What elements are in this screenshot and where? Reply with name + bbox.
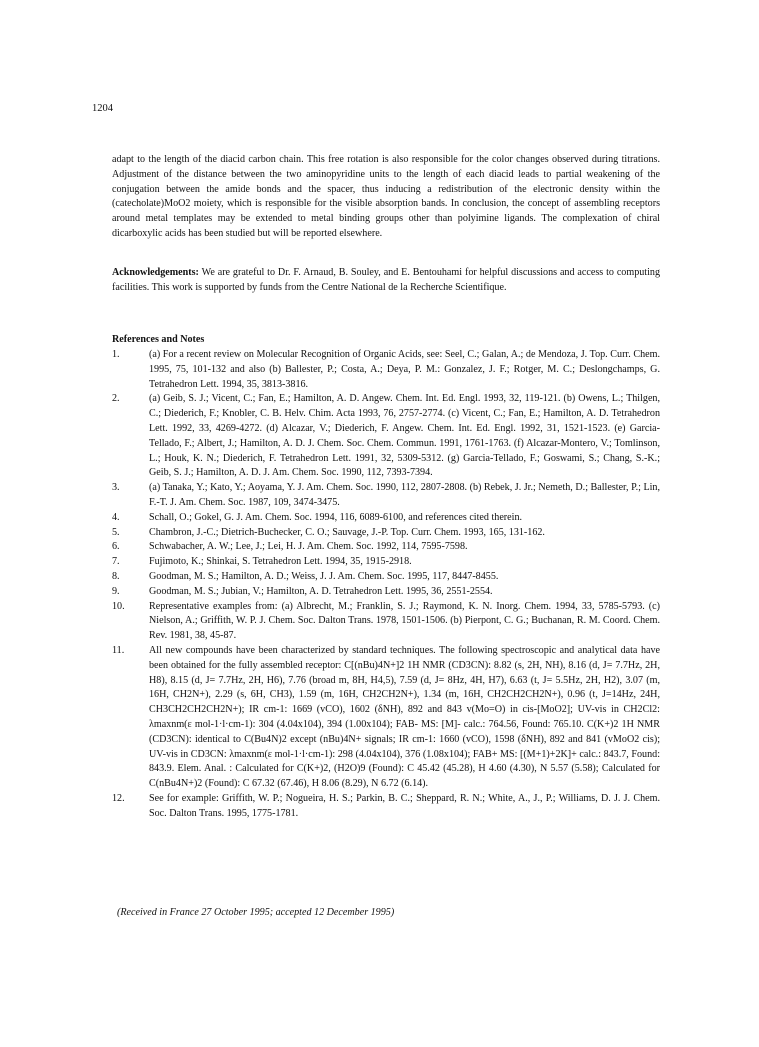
reference-number: 7.	[112, 556, 120, 568]
reference-item	[112, 555, 660, 570]
reference-text: Schall, O.; Gokel, G. J. Am. Chem. Soc. 1994, 116, 6089-6100, and references cited therein.	[149, 511, 523, 523]
reference-text: Representative examples from: (a) Albrecht, M.; Franklin, S. J.; Raymond, K. N. Inorg. Chem. 1994, 33, 5785-5793. (c) Nielson, A.; Griffith, W. P. J. Chem. Soc. Dalton Trans. 1978, 1501-1506. (b) Pierpont, C. G.; Buchanan, R. M. Coord. Chem. Rev. 1981, 38, 45-87.	[149, 600, 660, 642]
reference-text: Chambron, J.-C.; Dietrich-Buchecker, C. O.; Sauvage, J.-P. Top. Curr. Chem. 1993, 165, 131-162.	[149, 526, 545, 538]
reference-text: See for example: Griffith, W. P.; Nogueira, H. S.; Parkin, B. C.; Sheppard, R. N.; White, A., J., P.; Williams, D. J. J. Chem. Soc. Dalton Trans. 1995, 1775-1781.	[149, 792, 660, 819]
reference-item	[112, 481, 660, 511]
reference-text: Fujimoto, K.; Shinkai, S. Tetrahedron Lett. 1994, 35, 1915-2918.	[149, 556, 412, 568]
references-heading: References and Notes	[112, 334, 205, 345]
reference-number: 2.	[112, 393, 120, 405]
acknowledgements-label: Acknowledgements:	[112, 267, 199, 278]
reference-item	[112, 540, 660, 555]
reference-number: 5.	[112, 526, 120, 538]
reference-text: (a) Geib, S. J.; Vicent, C.; Fan, E.; Hamilton, A. D. Angew. Chem. Int. Ed. Engl. 1993, 32, 119-121. (b) Owens, L.; Thilgen, C.; Diederich, F.; Knobler, C. B. Helv. Chim. Acta 1993, 76, 2757-2774. (c) Vicent, C.; Fan, E.; Hamilton, A. D. Tetrahedron Lett. 1992, 33, 4269-4272. (d) Alcazar, V.; Diederich, F. Angew. Chem. Int. Ed. Engl. 1992, 31, 1521-1523. (e) Garcia-Tellado, F.; Albert, J.; Hamilton, A. D. J. Chem. Soc. Chem. Commun. 1991, 1761-1763. (f) Alcazar-Montero, V.; Tomlinson, L.; Houk, K. N.; Diederich, F. Tetrahedron Lett. 1991, 32, 5309-5312. (g) Garcia-Tellado, F.; Goswami, S.; Chang, S.-K.; Geib, S. J.; Hamilton, A. D. J. Am. Chem. Soc. 1990, 112, 7393-7394.	[149, 393, 660, 479]
reference-item	[112, 600, 660, 644]
reference-number: 6.	[112, 541, 120, 553]
reference-item	[112, 511, 660, 526]
reference-number: 9.	[112, 585, 120, 597]
body-paragraph: adapt to the length of the diacid carbon chain. This free rotation is also responsible for the color changes observed during titrations. Adjustment of the distance between the two aminopyridine units to the length of each diacid leads to partial weakening of the conjugation between the amide bonds and the spacer, thus inducing a redistribution of the electronic density within the (catecholate)MoO2 moiety, which is responsible for the visible absorption bands. In conclusion, the concept of assembling receptors around metal templates may be extended to metal binding groups other than polyimine ligands. The complexation of chiral dicarboxylic acids has been studied but will be reported elsewhere.	[112, 154, 660, 239]
reference-number: 10.	[112, 600, 125, 612]
reference-text: (a) Tanaka, Y.; Kato, Y.; Aoyama, Y. J. Am. Chem. Soc. 1990, 112, 2807-2808. (b) Rebek, J. Jr.; Nemeth, D.; Ballester, P.; Lin, F.-T. J. Am. Chem. Soc. 1987, 109, 3474-3475.	[149, 482, 660, 508]
reference-item	[112, 526, 660, 541]
acknowledgements-text: We are grateful to Dr. F. Arnaud, B. Souley, and E. Bentouhami for helpful discussions and access to computing facilities. This work is supported by funds from the Centre National de la Recherche Scientifique.	[112, 267, 660, 293]
reference-text: Goodman, M. S.; Jubian, V.; Hamilton, A. D. Tetrahedron Lett. 1995, 36, 2551-2554.	[149, 585, 493, 597]
reference-text: All new compounds have been characterized by standard techniques. The following spectroscopic and analytical data have been obtained for the fully assembled receptor: C[(nBu)4N+]2 1H NMR (CD3CN): 8.82 (s, 2H, NH), 8.16 (d, J= 7.7Hz, 2H, H8), 8.15 (d, J= 7.7Hz, 2H, H6), 7.76 (broad m, 8H, H4,5), 7.59 (d, J= 8Hz, 4H, H7), 6.63 (t, J= 5.5Hz, 2H, H2), 3.07 (m, 16H, CH2N+), 2.29 (s, 6H, CH3), 1.59 (m, 16H, CH2CH2N+), 1.34 (m, 16H, CH2CH2CH2N+), 0.96 (t, J=14Hz, 24H, CH3CH2CH2CH2N+); IR cm-1: 1669 (vCO), 1602 (δNH), 892 and 843 v(Mo=O) in cis-[MoO2]; UV-vis in CH2Cl2: λmaxnm(ε mol-1·l·cm-1): 304 (4.04x104), 394 (1.00x104); FAB- MS: [M]- calc.: 764.56, Found: 765.10. C(K+)2 1H NMR (CD3CN): identical to C(Bu4N)2 except (nBu)4N+ signals; IR cm-1: 1660 (vCO), 1598 (δNH), 892 and 841 (vMoO2 cis); UV-vis in CD3CN: λmaxnm(ε mol-1·l·cm-1): 298 (4.04x104), 376 (1.08x104); FAB+ MS: [(M+1)+2K]+ calc.: 843.7, Found: 843.9. Elem. Anal. : Calculated for C(K+)2, (H2O)9 (Found): C 45.42 (45.28), H 4.60 (4.30), N 5.57 (5.58); Calculated for C(nBu4N+)2 (Found): C 67.32 (67.46), H 8.06 (8.29), N 6.72 (6.14).	[149, 644, 660, 790]
reference-item	[112, 392, 660, 481]
reference-number: 3.	[112, 482, 120, 494]
references-list	[112, 348, 660, 822]
reference-number: 1.	[112, 349, 120, 360]
acknowledgements-paragraph	[112, 266, 660, 296]
reference-text: (a) For a recent review on Molecular Recognition of Organic Acids, see: Seel, C.; Galan, A.; de Mendoza, J. Top. Curr. Chem. 1995, 75, 101-132 and also (b) Ballester, P.; Costa, A.; Deya, P. M.: Gonzalez, J. F.; Rotger, M. C.; Deslongchamps, G. Tetrahedron Lett. 1994, 35, 3813-3816.	[149, 349, 660, 390]
reference-item	[112, 585, 660, 600]
reference-number: 8.	[112, 570, 120, 582]
reference-number: 4.	[112, 511, 120, 523]
page-number: 1204	[92, 103, 113, 114]
reference-text: Goodman, M. S.; Hamilton, A. D.; Weiss, J. J. Am. Chem. Soc. 1995, 117, 8447-8455.	[149, 570, 499, 582]
received-note: (Received in France 27 October 1995; accepted 12 December 1995)	[117, 907, 395, 918]
reference-item	[112, 570, 660, 585]
reference-item	[112, 792, 660, 822]
reference-item	[112, 348, 660, 392]
reference-number: 11.	[112, 644, 125, 656]
reference-number: 12.	[112, 792, 125, 804]
reference-text: Schwabacher, A. W.; Lee, J.; Lei, H. J. Am. Chem. Soc. 1992, 114, 7595-7598.	[149, 541, 468, 553]
reference-item	[112, 644, 660, 792]
